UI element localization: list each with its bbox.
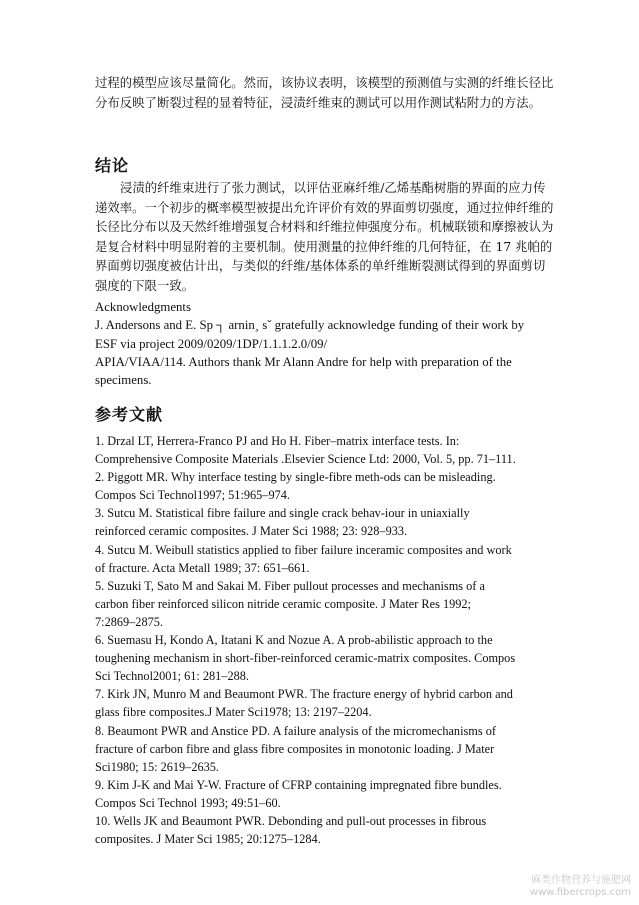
watermark-line: 麻类作物营养与施肥网 (531, 875, 631, 886)
reference-line: 7. Kirk JN, Munro M and Beaumont PWR. The fracture energy of hybrid carbon and (95, 687, 513, 702)
reference-line: Compos Sci Technol1997; 51:965–974. (95, 488, 290, 503)
acknowledgments-section (95, 298, 555, 389)
reference-line: 8. Beaumont PWR and Anstice PD. A failure analysis of the micromechanisms of (95, 723, 496, 738)
reference-line: Comprehensive Composite Materials .Elsevier Science Ltd: 2000, Vol. 5, pp. 71–111. (95, 452, 516, 467)
reference-line: 3. Sutcu M. Statistical fibre failure and single crack behav-iour in uniaxially (95, 506, 470, 521)
reference-line: composites. J Mater Sci 1985; 20:1275–1284. (95, 832, 321, 847)
reference-line: toughening mechanism in short-fiber-reinforced ceramic-matrix composites. Compos (95, 651, 516, 666)
reference-line: 4. Sutcu M. Weibull statistics applied to fiber failure inceramic composites and work (95, 542, 512, 557)
reference-line: carbon fiber reinforced silicon nitride ceramic composite. J Mater Res 1992; (95, 596, 471, 611)
intro-paragraph: 过程的模型应该尽量简化。然而，该协议表明，该模型的预测值与实测的纤维长径比分布反映了断裂过程的显着特征，浸渍纤维束的测试可以用作测试粘附力的方法。 (95, 75, 554, 110)
reference-line: 10. Wells JK and Beaumont PWR. Debonding and pull-out processes in fibrous (95, 813, 487, 828)
reference-line: reinforced ceramic composites. J Mater Sci 1988; 23: 928–933. (95, 524, 408, 539)
reference-line: 1. Drzal LT, Herrera-Franco PJ and Ho H. Fiber–matrix interface tests. In: (95, 434, 460, 448)
references-list (95, 432, 555, 848)
acknowledgments-title: Acknowledgments (95, 300, 191, 314)
site-watermark (530, 875, 631, 899)
reference-line: fracture of carbon fibre and glass fibre composites in monotonic loading. J Mater (95, 741, 495, 756)
conclusion-paragraph: 浸渍的纤维束进行了张力测试，以评估亚麻纤维/乙烯基酯树脂的界面的应力传递效率。一个初步的概率模型被提出允许评价有效的界面剪切强度，通过拉伸纤维的长径比分布以及天然纤维增强复合材料和纤维拉伸强度分布。机械联锁和摩擦被认为是复合材料中明显附着的主要机制。使用测量的拉伸纤维的几何特征，在 17 兆帕的界面剪切强度被估计出，与类似的纤维/基体体系的单纤维断裂测试得到的界面剪切强度的下限一致。 (95, 180, 554, 293)
reference-line: 5. Suzuki T, Sato M and Sakai M. Fiber pullout processes and mechanisms of a (95, 578, 485, 593)
watermark-line: www.fibercrops.com (529, 887, 631, 898)
acknowledgments-line: specimens. (95, 373, 152, 388)
acknowledgments-line: J. Andersons and E. Sp ┐ arnin¸ sˇ gratefully acknowledge funding of their work by (95, 318, 525, 333)
reference-line: Sci Technol2001; 61: 281–288. (95, 669, 249, 684)
reference-line: 6. Suemasu H, Kondo A, Itatani K and Nozue A. A prob-abilistic approach to the (95, 633, 493, 648)
acknowledgments-line: APIA/VIAA/114. Authors thank Mr Alann Andre for help with preparation of the (95, 354, 512, 369)
reference-line: 2. Piggott MR. Why interface testing by single-fibre meth-ods can be misleading. (95, 470, 496, 485)
conclusion-heading: 结论 (95, 156, 130, 175)
reference-line: Sci1980; 15: 2619–2635. (95, 759, 219, 774)
reference-line: 9. Kim J-K and Mai Y-W. Fracture of CFRP containing impregnated fibre bundles. (95, 777, 502, 792)
acknowledgments-line: ESF via project 2009/0209/1DP/1.1.1.2.0/09/ (95, 336, 328, 351)
references-heading: 参考文献 (95, 405, 164, 424)
reference-line: 7:2869–2875. (95, 614, 163, 629)
reference-line: of fracture. Acta Metall 1989; 37: 651–661. (95, 560, 310, 575)
reference-line: glass fibre composites.J Mater Sci1978; 13: 2197–2204. (95, 705, 372, 720)
reference-line: Compos Sci Technol 1993; 49:51–60. (95, 795, 281, 810)
